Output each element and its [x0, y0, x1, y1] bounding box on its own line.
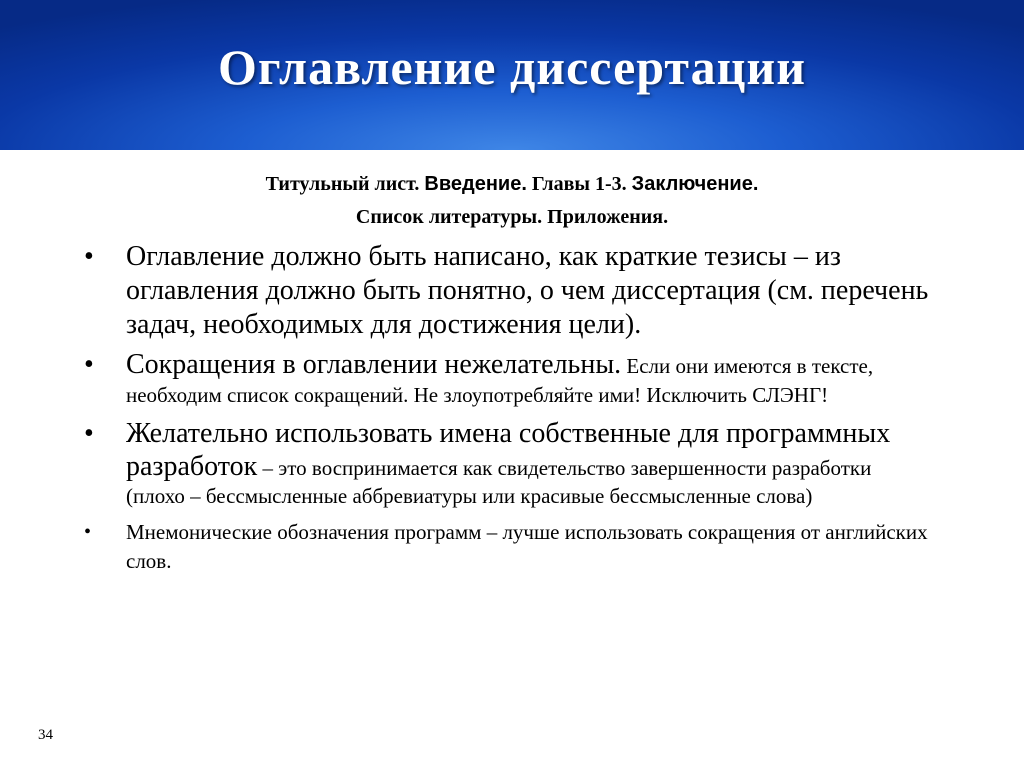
bullet-main-text: Сокращения в оглавлении нежелательны.	[126, 349, 622, 380]
bullet-detail-text: Если они имеются в тексте, необходим список сокращений. Не злоупотребляйте ими! Исключить СЛЭНГ!	[126, 354, 874, 407]
subtitle-title-page: Титульный лист.	[265, 173, 425, 195]
subtitle-line-2: Список литературы. Приложения.	[355, 206, 669, 228]
bullet-text: Оглавление должно быть написано, как краткие тезисы – из оглавления должно быть понятно, о чем диссертация (см. перечень задач, необходимых для достижения цели).	[126, 241, 929, 340]
subtitle-line-1	[0, 168, 1024, 201]
title-banner	[0, 0, 1024, 150]
bullet-item-proper-names	[84, 417, 934, 510]
bullet-item-abbreviations	[84, 348, 934, 409]
subtitle-chapters: Главы 1-3.	[526, 173, 632, 195]
bullet-marker: •	[84, 349, 94, 380]
bullet-item-mnemonics	[84, 518, 934, 576]
bullet-item-toc-theses	[84, 240, 934, 342]
bullet-marker: •	[84, 521, 92, 543]
page-number: 34	[38, 727, 53, 743]
subtitle	[0, 168, 1024, 234]
bullet-marker: •	[84, 241, 94, 272]
bullet-marker: •	[84, 418, 94, 449]
bullet-detail-text: – это воспринимается как свидетельство завершенности разработки (плохо – бессмысленные аббревиатуры или красивые бессмысленные слова)	[126, 456, 872, 508]
slide-title: Оглавление диссертации	[217, 39, 807, 95]
subtitle-introduction: Введение.	[424, 173, 527, 195]
bullet-text: Мнемонические обозначения программ – лучше использовать сокращения от английских слов.	[126, 520, 928, 573]
bullet-main-text: Желательно использовать имена собственные для программных разработок	[126, 418, 891, 482]
subtitle-conclusion: Заключение.	[631, 173, 759, 195]
bullet-list	[84, 240, 934, 576]
